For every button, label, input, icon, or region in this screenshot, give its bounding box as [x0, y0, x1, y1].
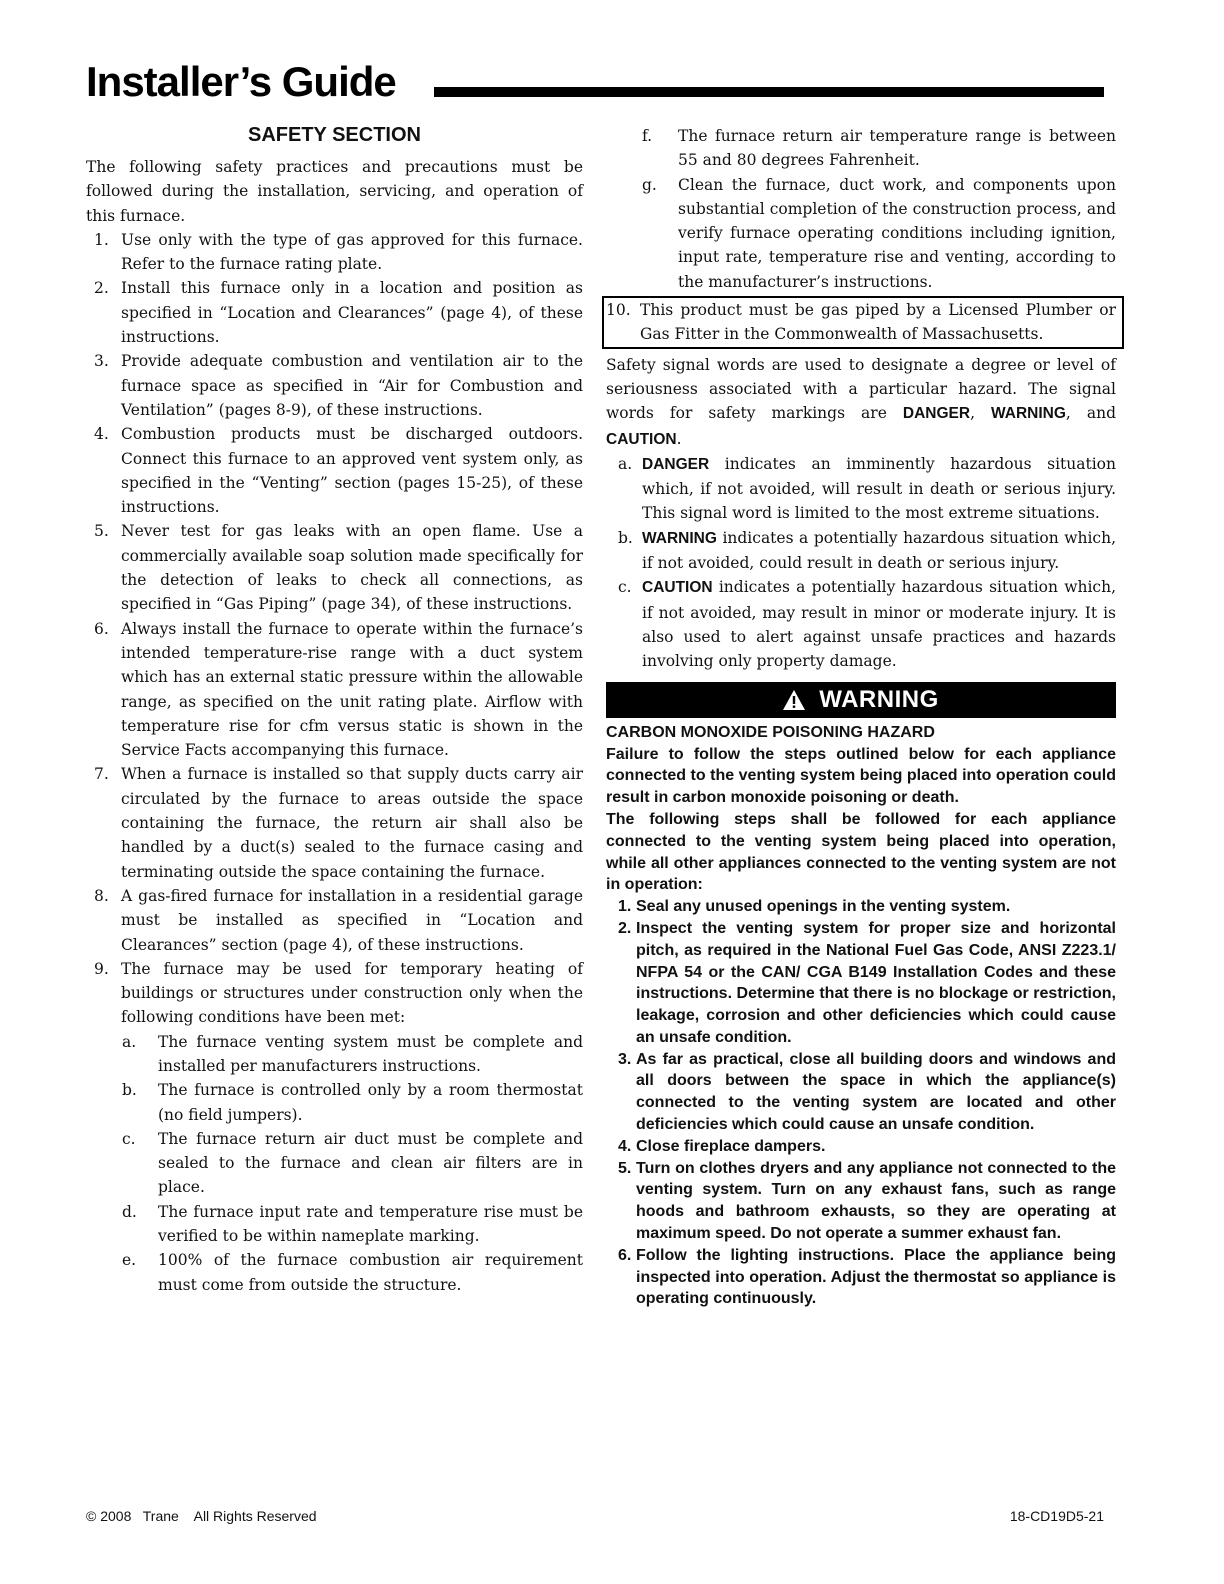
signal-word-item: a. DANGER indicates an imminently hazardous situation which, if not avoided, will result in death or serious injury. This signal word is limited to the most extreme situations.: [618, 454, 1116, 523]
list-item: 4. Combustion products must be discharged outdoors. Connect this furnace to an approved vent system only, as specified in the “Venting” section (pages 15-25), of these instructions.: [94, 425, 583, 517]
sub-list-item: c. The furnace return air duct must be complete and sealed to the furnace and clean air filters are in place.: [122, 1129, 583, 1197]
intro-paragraph: The following safety practices and precautions must be followed during the installation, servicing, and operation of this furnace.: [86, 158, 583, 225]
warning-step: 2. Inspect the venting system for proper size and horizontal pitch, as required in the National Fuel Gas Code, ANSI Z223.1/ NFPA 54 or the CAN/ CGA B149 Installation Codes and these instructions. Determine that there is no blockage or restriction, leakage, corrosion and other deficiencies which could cause an unsafe condition.: [618, 919, 1116, 1046]
list-item: 8. A gas-fired furnace for installation in a residential garage must be installed as specified in “Location and Clearances” section (page 4), of these instructions.: [94, 886, 583, 954]
left-column: [86, 124, 583, 1297]
massachusetts-notice-box: [602, 296, 1124, 349]
warning-banner: [606, 682, 1116, 718]
list-item: 5. Never test for gas leaks with an open flame. Use a commercially available soap solution made specifically for the detection of leaks to check all connections, as specified in “Gas Piping” (page 34), of these instructions.: [94, 522, 583, 614]
sub-list-item: b. The furnace is controlled only by a room thermostat (no field jumpers).: [122, 1081, 583, 1124]
section-title: SAFETY SECTION: [248, 124, 421, 146]
warning-step: 6. Follow the lighting instructions. Place the appliance being inspected into operation. Adjust the thermostat so appliance is operating continuously.: [618, 1246, 1116, 1308]
warning-heading: CARBON MONOXIDE POISONING HAZARD: [606, 723, 935, 741]
page-title: Installer’s Guide: [86, 58, 396, 105]
list-item: 3. Provide adequate combustion and ventilation air to the furnace space as specified in “Air for Combustion and Ventilation” (pages 8-9), of these instructions.: [94, 352, 583, 419]
list-item: 7. When a furnace is installed so that supply ducts carry air circulated by the furnace to areas outside the space containing the furnace, the return air shall also be handled by a duct(s) sealed to the furnace casing and terminating outside the space containing the furnace.: [94, 765, 583, 881]
list-item: 9. The furnace may be used for temporary heating of buildings or structures under construction only when the following conditions have been met:: [94, 959, 583, 1027]
signal-words-paragraph: Safety signal words are used to designate a degree or level of seriousness associated with a particular hazard. The signal words for safety markings are DANGER, WARNING, and CAUTION.: [606, 355, 1117, 448]
signal-word-item: b. WARNING indicates a potentially hazardous situation which, if not avoided, could result in death or serious injury.: [618, 528, 1116, 573]
warning-paragraph: The following steps shall be followed for each appliance connected to the venting system being placed into operation, while all other appliances connected to the venting system are not in operation:: [606, 810, 1116, 894]
footer-doc-number: 18-CD19D5-21: [1009, 1508, 1104, 1524]
warning-step: 5. Turn on clothes dryers and any appliance not connected to the venting system. Turn on any exhaust fans, such as range hoods and bathroom exhausts, so they are operating at maximum speed. Do not operate a summer exhaust fan.: [618, 1159, 1116, 1243]
warning-triangle-icon: [783, 690, 805, 710]
warning-step: 1. Seal any unused openings in the venting system.: [618, 898, 1011, 916]
list-item: 1. Use only with the type of gas approved for this furnace. Refer to the furnace rating plate.: [94, 230, 583, 274]
header-rule: [434, 87, 1104, 97]
sub-list-item: f. The furnace return air temperature range is between 55 and 80 degrees Fahrenheit.: [642, 127, 1116, 170]
sub-list-item: g. Clean the furnace, duct work, and components upon substantial completion of the construction process, and verify furnace operating conditions including ignition, input rate, temperature rise and venting, according to the manufacturer’s instructions.: [642, 175, 1116, 291]
right-column: [606, 124, 1116, 1310]
sub-list-item: e. 100% of the furnace combustion air requirement must come from outside the structure.: [122, 1251, 583, 1294]
sub-list-item: d. The furnace input rate and temperature rise must be verified to be within nameplate marking.: [122, 1202, 583, 1246]
page-header: [86, 58, 1104, 118]
list-item: 6. Always install the furnace to operate within the furnace’s intended temperature-rise range with a duct system which has an external static pressure within the allowable range, as specified on the unit rating plate. Airflow with temperature rise for cfm versus static is shown in the Service Facts accompanying this furnace.: [94, 619, 583, 760]
warning-label: WARNING: [819, 685, 939, 713]
list-item: 10. This product must be gas piped by a Licensed Plumber or Gas Fitter in the Commonwealth of Massachusetts.: [606, 301, 1116, 344]
warning-step: 4. Close fireplace dampers.: [618, 1137, 826, 1155]
footer-copyright: © 2008 Trane All Rights Reserved: [86, 1508, 317, 1524]
warning-paragraph: Failure to follow the steps outlined below for each appliance connected to the venting system being placed into operation could result in carbon monoxide poisoning or death.: [606, 745, 1116, 807]
signal-word-item: c. CAUTION indicates a potentially hazardous situation which, if not avoided, may result in minor or moderate injury. It is also used to alert against unsafe practices and hazards involving only property damage.: [618, 578, 1116, 671]
list-item: 2. Install this furnace only in a location and position as specified in “Location and Clearances” (page 4), of these instructions.: [94, 279, 583, 347]
warning-step: 3. As far as practical, close all building doors and windows and all doors between the space in which the appliance(s) connected to the venting system are located and other deficiencies which could cause an unsafe condition.: [618, 1050, 1116, 1134]
sub-list-item: a. The furnace venting system must be complete and installed per manufacturers instructions.: [122, 1032, 583, 1075]
